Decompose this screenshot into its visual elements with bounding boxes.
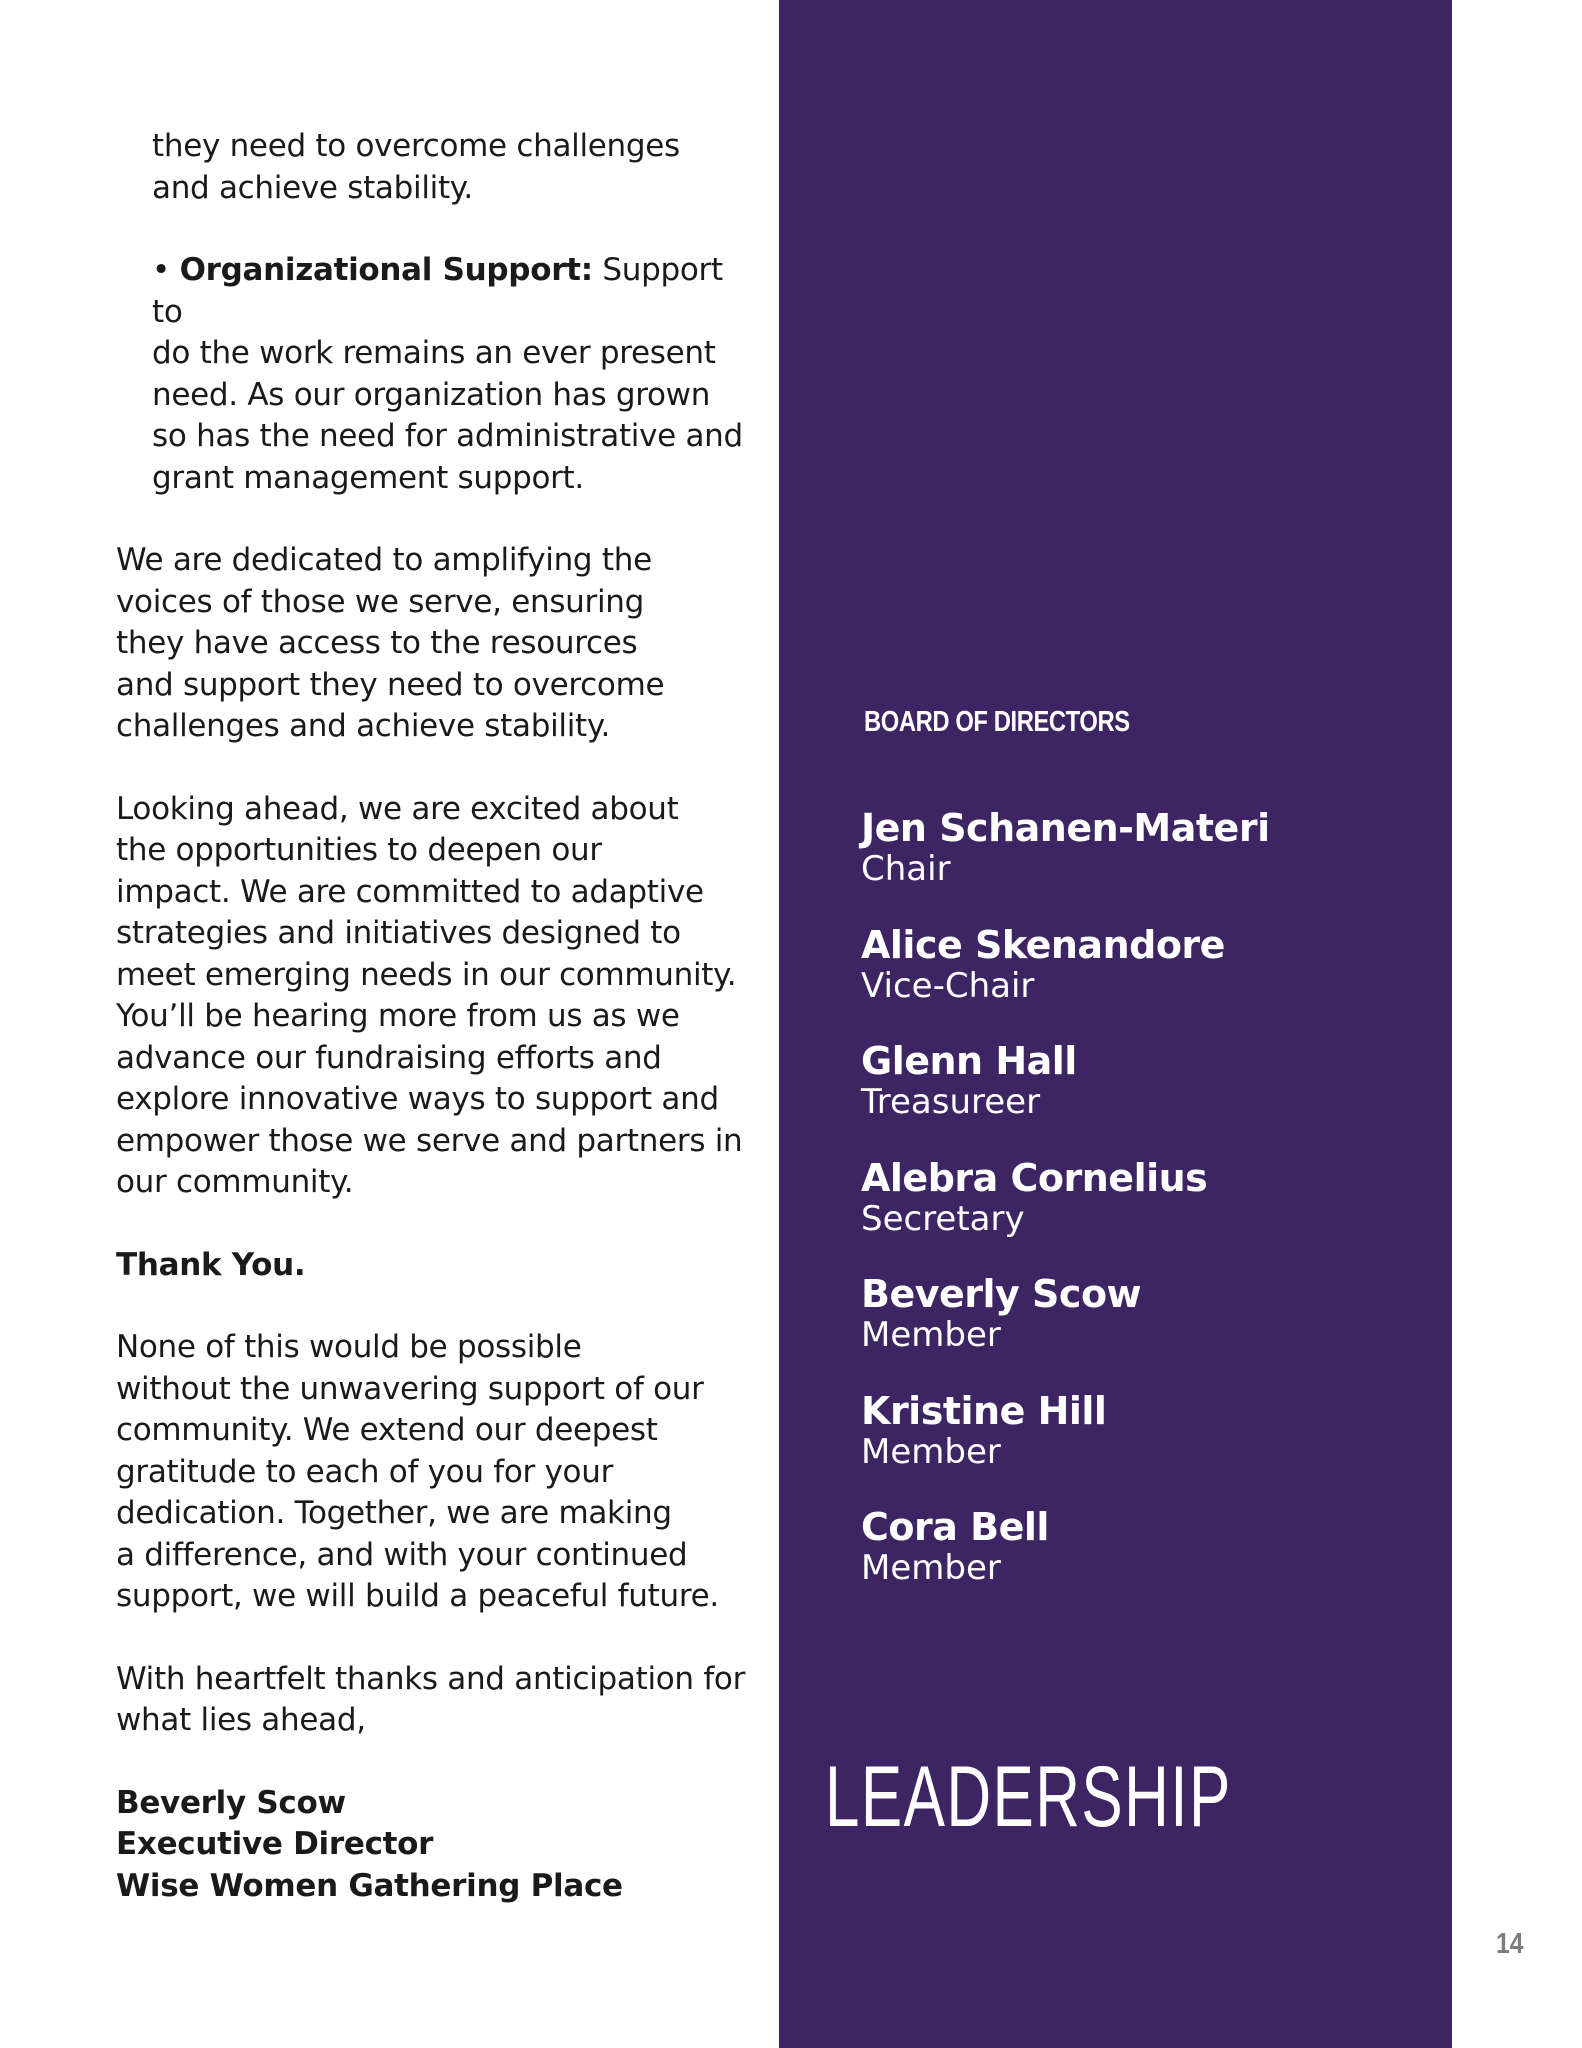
member-role: Treasureer [861, 1082, 1041, 1122]
member-role: Member [861, 1548, 1001, 1588]
bullet-text-first: Support to [152, 252, 723, 330]
thank-you-heading: Thank You. [116, 1246, 306, 1283]
board-member [861, 1505, 1421, 1622]
member-role: Secretary [861, 1198, 1025, 1239]
member-name: Kristine Hill [861, 1388, 1107, 1433]
member-name: Glenn Hall [861, 1039, 1077, 1083]
board-member [861, 1272, 1421, 1389]
closing-line: With heartfelt thanks and anticipation for what lies ahead, [116, 1660, 746, 1738]
paragraph-dedication: We are dedicated to amplifying the voices of those we serve, ensuring they have access to the resources and support they need to overcome challenges and achieve stability. [116, 542, 665, 744]
signature-name: Beverly Scow [116, 1784, 346, 1821]
board-member [861, 923, 1421, 1040]
member-role: Chair [861, 849, 951, 889]
board-member [861, 806, 1421, 923]
board-heading: BOARD OF DIRECTORS [864, 706, 1130, 738]
member-role: Member [861, 1315, 1001, 1355]
letter-body [116, 126, 756, 1907]
intro-continuation: they need to overcome challenges and achieve stability. [152, 128, 680, 206]
paragraph-gratitude: None of this would be possible without the unwavering support of our community. We extend our deepest gratitude to each of you for your dedication. Together, we are making a difference, and with your continued support, we will build a peaceful future. [116, 1329, 719, 1614]
member-name: Cora Bell [861, 1505, 1049, 1549]
section-title: LEADERSHIP [825, 1749, 1232, 1845]
board-member [861, 1156, 1421, 1273]
member-name: Beverly Scow [861, 1272, 1142, 1316]
board-member [861, 1039, 1421, 1156]
bullet-marker: • [152, 252, 170, 288]
member-name: Alice Skenandore [861, 922, 1225, 967]
member-role: Member [861, 1431, 1001, 1472]
bullet-text-rest: do the work remains an ever present need. As our organization has grown so has the need for administrative and grant management support. [152, 335, 743, 496]
signature-title: Executive Director [116, 1826, 434, 1862]
member-name: Alebra Cornelius [861, 1155, 1208, 1200]
member-name: Jen Schanen-Materi [861, 806, 1270, 850]
bullet-organizational-support [116, 250, 756, 499]
board-member [861, 1389, 1421, 1506]
paragraph-looking-ahead: Looking ahead, we are excited about the opportunities to deepen our impact. We are committed to adaptive strategies and initiatives designed to meet emerging needs in our community. You’ll be hearing more from us as we advance our fundraising efforts and explore innovative ways to support and empower those we serve and partners in our community. [116, 790, 743, 1200]
bullet-label: Organizational Support: [179, 252, 593, 288]
page-number: 14 [1496, 1928, 1524, 1960]
board-member-list [861, 806, 1421, 1622]
member-role: Vice-Chair [861, 965, 1035, 1006]
signature-org: Wise Women Gathering Place [116, 1867, 623, 1904]
